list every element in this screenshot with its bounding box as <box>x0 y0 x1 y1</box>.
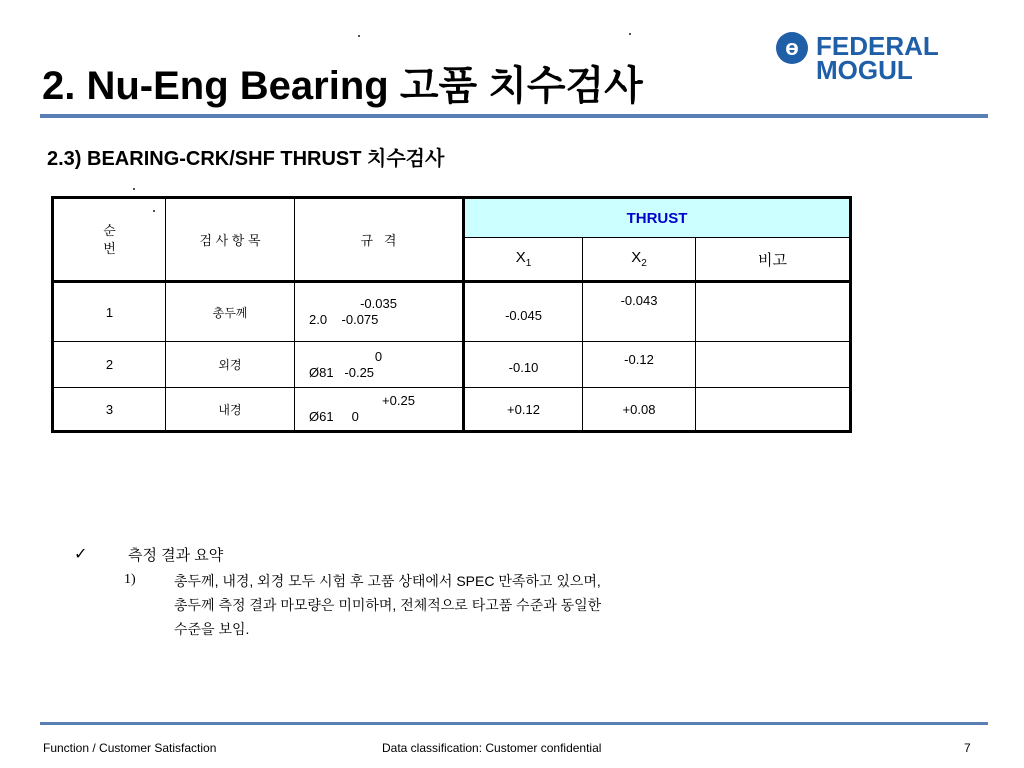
summary-line: 총두께 측정 결과 마모량은 미미하며, 전체적으로 타고품 수준과 동일한 <box>174 597 602 613</box>
summary-item-number: 1) <box>124 572 136 587</box>
logo-text-line2: MOGUL <box>816 55 913 85</box>
cell-no: 3 <box>53 388 166 432</box>
cell-x2: -0.043 <box>583 282 696 342</box>
page-number: 7 <box>964 741 971 755</box>
header-item: 검 사 항 목 <box>166 198 295 282</box>
logo-mark-icon: ɵ <box>776 32 808 64</box>
table-row <box>53 388 851 432</box>
spec-tolerance-upper: -0.035 <box>360 296 397 311</box>
header-x1-base: X <box>515 249 526 266</box>
thrust-inspection-table <box>51 196 852 433</box>
summary-title: 측정 결과 요약 <box>128 547 224 564</box>
summary-line: 수준을 보임. <box>174 621 250 637</box>
cell-x2: +0.08 <box>583 388 696 432</box>
cell-spec <box>295 342 464 388</box>
header-x2 <box>583 238 696 282</box>
header-no: 순 번 <box>53 198 166 282</box>
title-divider <box>40 114 988 118</box>
cell-x1: -0.045 <box>464 282 583 342</box>
checkmark-icon: ✓ <box>74 544 88 563</box>
spec-tolerance-upper: 0 <box>374 348 383 364</box>
summary-line: 총두께, 내경, 외경 모두 시험 후 고품 상태에서 SPEC 만족하고 있으며, <box>174 573 601 589</box>
cell-item: 내경 <box>166 388 295 432</box>
header-x1-sub: 1 <box>525 258 532 269</box>
cell-remark <box>696 282 851 342</box>
slide-title: 2. Nu-Eng Bearing 고품 치수검사 <box>42 64 643 108</box>
federal-mogul-logo <box>776 28 988 85</box>
spec-nominal-lower: Ø61 0 <box>309 409 359 424</box>
header-x2-base: X <box>631 249 642 266</box>
footer-divider <box>40 722 988 725</box>
cell-item: 외경 <box>166 342 295 388</box>
table-row <box>53 282 851 342</box>
header-spec: 규 격 <box>295 198 464 282</box>
cell-remark <box>696 388 851 432</box>
section-subtitle: 2.3) BEARING-CRK/SHF THRUST 치수검사 <box>47 148 445 170</box>
spec-nominal-lower: Ø81 -0.25 <box>309 364 375 380</box>
logo-text-line1: FEDERAL <box>816 31 939 61</box>
table-row <box>53 342 851 388</box>
stray-dot <box>358 35 360 37</box>
summary-body <box>174 569 734 641</box>
header-thrust: THRUST <box>464 198 851 238</box>
header-x1 <box>464 238 583 282</box>
cell-no: 2 <box>53 342 166 388</box>
cell-spec <box>295 282 464 342</box>
spec-nominal-lower: 2.0 -0.075 <box>309 312 379 327</box>
cell-x1: -0.10 <box>464 342 583 388</box>
cell-x2: -0.12 <box>583 342 696 388</box>
cell-no: 1 <box>53 282 166 342</box>
cell-remark <box>696 342 851 388</box>
header-x2-sub: 2 <box>641 258 647 269</box>
cell-spec <box>295 388 464 432</box>
stray-dot <box>133 188 135 190</box>
footer-function: Function / Customer Satisfaction <box>43 741 217 755</box>
header-remark: 비고 <box>696 238 851 282</box>
cell-item: 총두께 <box>166 282 295 342</box>
cell-x1: +0.12 <box>464 388 583 432</box>
spec-tolerance-upper: +0.25 <box>382 393 415 408</box>
footer-classification: Data classification: Customer confidential <box>382 741 602 755</box>
stray-dot <box>629 33 631 35</box>
